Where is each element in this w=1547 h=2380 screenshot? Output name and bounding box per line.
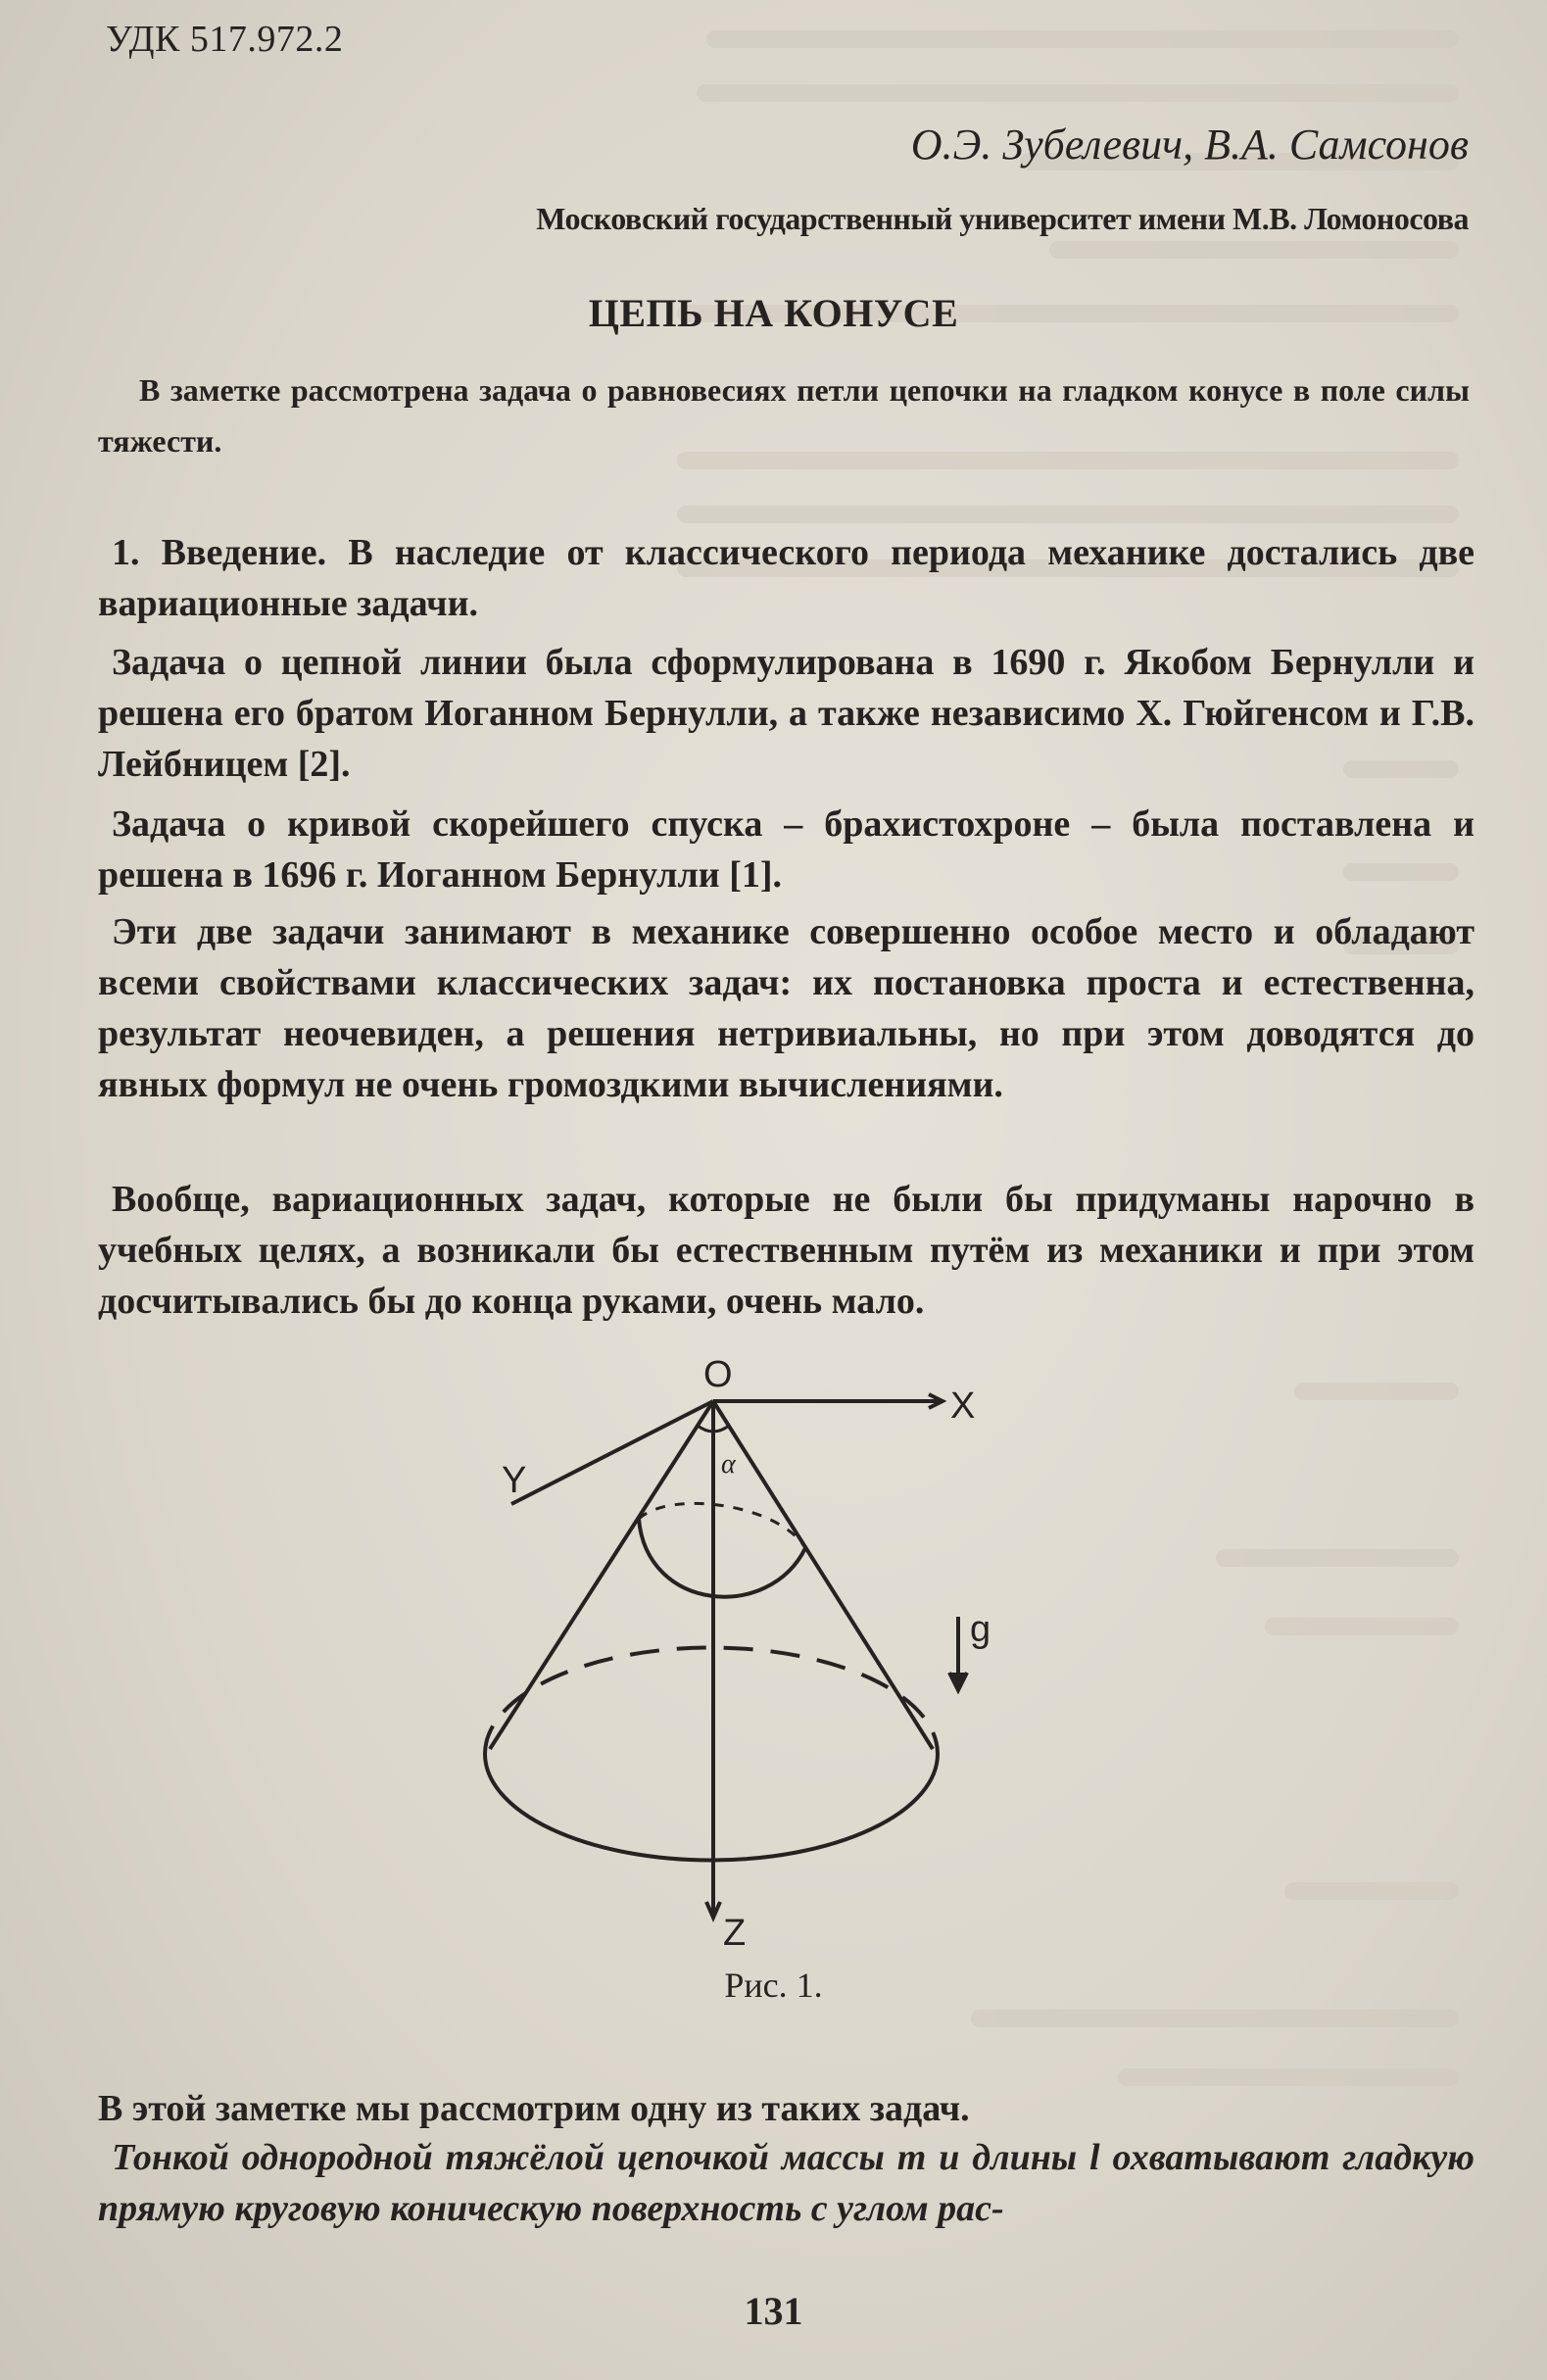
paragraph-2: Задача о цепной линии была сформулирована в 1690 г. Якобом Бернулли и решена его братом Иоганном Бернулли, а также независимо Х. Гюйгенсом и Г.В. Лейбницем [2].	[98, 642, 1474, 785]
paragraph-5: Вообще, вариационных задач, которые не были бы придуманы нарочно в учебных целях, а возникали бы естественным путём из механики и при этом досчитывались бы до конца руками, очень мало.	[98, 1179, 1474, 1322]
udk-code: УДК 517.972.2	[106, 19, 344, 60]
section-heading: 1. Введение.	[112, 532, 327, 573]
label-o: O	[703, 1357, 733, 1395]
paragraph-1-text: В наследие от классического периода механике достались две вариационные задачи.	[98, 532, 1474, 624]
authors: О.Э. Зубелевич, В.А. Самсонов	[910, 121, 1469, 169]
paragraph-intro	[98, 527, 1474, 629]
article-title: ЦЕПЬ НА КОНУСЕ	[588, 291, 959, 335]
label-z: Z	[723, 1913, 747, 1954]
paragraph-6: В этой заметке мы рассмотрим одну из таких задач.	[98, 2088, 970, 2129]
page-number: 131	[744, 2289, 803, 2333]
affiliation: Московский государственный университет имени М.В. Ломоносова	[536, 201, 1469, 236]
paragraph-4: Эти две задачи занимают в механике совершенно особое место и обладают всеми свойствами классических задач: их постановка проста и естественна, результат неочевиден, а решения нетривиальны, но при этом доводятся до явных формул не очень громоздкими вычислениями.	[98, 911, 1474, 1105]
y-axis	[511, 1401, 713, 1504]
paragraph-7: Тонкой однородной тяжёлой цепочкой массы m и длины l охватывают гладкую прямую круговую коническую поверхность с углом рас-	[98, 2137, 1474, 2229]
gravity-arrowhead	[949, 1673, 967, 1690]
abstract: В заметке рассмотрена задача о равновесиях петли цепочки на гладком конусе в поле силы тяжести.	[98, 372, 1470, 459]
chain-loop-front	[639, 1519, 805, 1597]
cone-figure	[451, 1357, 1058, 1965]
label-g: g	[970, 1609, 991, 1650]
label-x: X	[950, 1385, 976, 1427]
figure-caption: Рис. 1.	[724, 1966, 823, 2005]
label-alpha: α	[721, 1449, 736, 1480]
label-y: Y	[502, 1460, 527, 1501]
cone-right-side	[713, 1401, 933, 1749]
paragraph-3: Задача о кривой скорейшего спуска – брахистохроне – была поставлена и решена в 1696 г. Иоганном Бернулли [1].	[98, 803, 1474, 896]
